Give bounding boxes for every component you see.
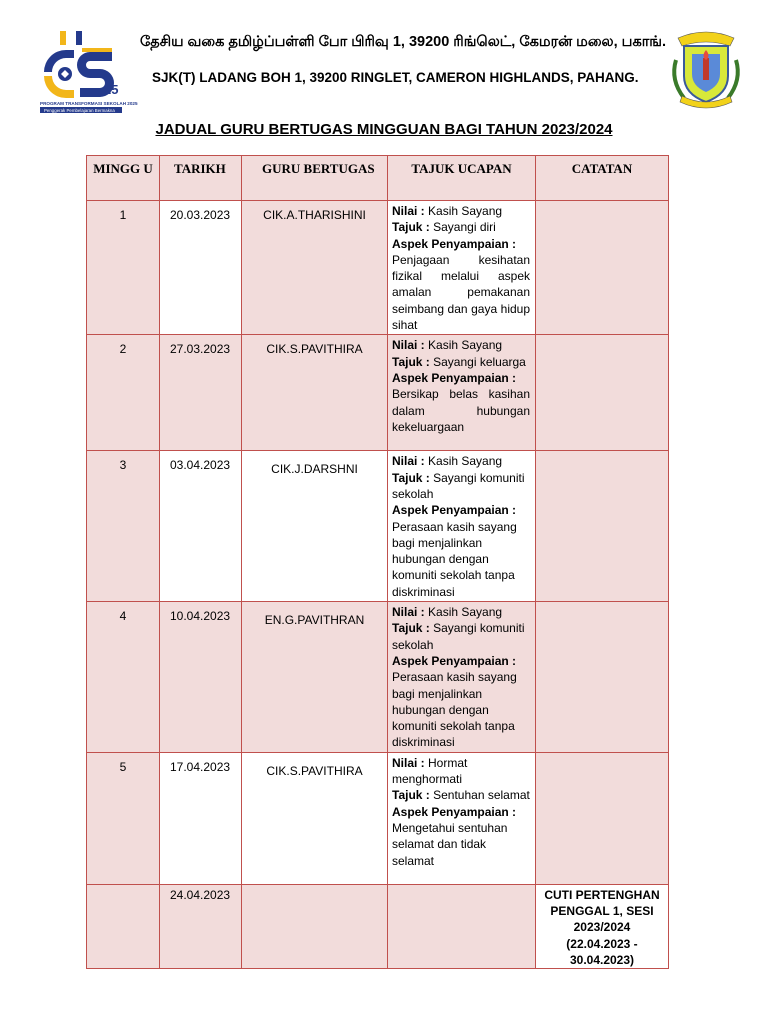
table-row (87, 201, 669, 335)
catatan-cell (536, 335, 669, 451)
tarikh-cell: 20.03.2023 (160, 201, 242, 335)
table-row (87, 884, 669, 968)
tarikh-cell: 27.03.2023 (160, 335, 242, 451)
tajuk-label: Tajuk : (392, 470, 430, 485)
tajuk-cell (388, 201, 536, 335)
guru-cell: EN.G.PAVITHRAN (242, 602, 388, 753)
nilai-value: Kasih Sayang (428, 204, 503, 218)
logo-caption: PROGRAM TRANSFORMASI SEKOLAH 2025 (40, 101, 138, 106)
nilai-value: Kasih Sayang (428, 338, 503, 353)
aspek-label: Aspek Penyampaian : (392, 804, 517, 819)
duty-roster-table (86, 155, 669, 969)
col-header-catatan: CATATAN (536, 156, 669, 201)
tajuk-cell (388, 884, 536, 968)
table-row (87, 752, 669, 884)
guru-cell: CIK.A.THARISHINI (242, 201, 388, 335)
aspek-label: Aspek Penyampaian : (392, 370, 517, 385)
aspek-value: Mengetahui sentuhan selamat dan tidak selamat (392, 820, 508, 868)
tajuk-label: Tajuk : (392, 621, 430, 636)
nilai-label: Nilai : (392, 454, 425, 469)
catatan-cell (536, 451, 669, 602)
guru-cell: CIK.J.DARSHNI (242, 451, 388, 602)
table-header-row (87, 156, 669, 201)
school-crest-icon (668, 30, 744, 112)
tajuk-value: Sayangi keluarga (433, 354, 526, 369)
aspek-value: Penjagaan kesihatan fizikal melalui aspek amalan pemakanan seimbang dan gaya hidup sihat (392, 252, 530, 333)
logo-subcaption: Penggerak Pembelajaran Bermakna (44, 108, 115, 113)
aspek-value: Perasaan kasih sayang bagi menjalinkan hubungan dengan komuniti sekolah tanpa diskriminasi (392, 519, 517, 599)
tarikh-cell: 17.04.2023 (160, 752, 242, 884)
tajuk-label: Tajuk : (392, 788, 430, 803)
tajuk-cell (388, 451, 536, 602)
tajuk-value: Sayangi diri (433, 220, 496, 235)
tajuk-cell (388, 335, 536, 451)
tajuk-value: Sayangi komuniti sekolah (392, 621, 525, 652)
document-title: JADUAL GURU BERTUGAS MINGGUAN BAGI TAHUN 2023/2024 (155, 121, 613, 138)
aspek-label: Aspek Penyampaian : (392, 236, 517, 251)
aspek-label: Aspek Penyampaian : (392, 653, 517, 668)
tajuk-label: Tajuk : (392, 354, 430, 369)
catatan-cell: CUTI PERTENGHAN PENGGAL 1, SESI 2023/2024 (22.04.2023 - 30.04.2023) (536, 884, 669, 968)
aspek-value: Bersikap belas kasihan dalam hubungan kekeluargaan (392, 387, 530, 434)
nilai-label: Nilai : (392, 338, 425, 353)
logo-number: 25 (104, 82, 119, 97)
guru-cell: CIK.S.PAVITHIRA (242, 335, 388, 451)
table-row (87, 335, 669, 451)
nilai-label: Nilai : (392, 755, 425, 770)
minggu-cell (87, 884, 160, 968)
minggu-cell: 3 (87, 451, 160, 602)
col-header-tarikh: TARIKH (160, 156, 242, 201)
school-address: SJK(T) LADANG BOH 1, 39200 RINGLET, CAMERON HIGHLANDS, PAHANG. (152, 70, 639, 85)
tajuk-label: Tajuk : (392, 220, 430, 235)
nilai-label: Nilai : (392, 605, 425, 620)
tajuk-cell (388, 602, 536, 753)
nilai-value: Hormat menghormati (392, 755, 468, 787)
tarikh-cell: 24.04.2023 (160, 884, 242, 968)
table-row (87, 602, 669, 753)
nilai-value: Kasih Sayang (428, 605, 503, 620)
catatan-cell (536, 752, 669, 884)
catatan-cell (536, 201, 669, 335)
tajuk-value: Sentuhan selamat (433, 788, 530, 803)
minggu-cell: 1 (87, 201, 160, 335)
catatan-cell (536, 602, 669, 753)
sekolah-transformasi-logo-icon (38, 28, 138, 114)
school-name-tamil: தேசிய வகை தமிழ்ப்பள்ளி போ பிரிவு 1, 39200 ரிங்லெட், கேமரன் மலை, பகாங். (140, 34, 667, 50)
tajuk-value: Sayangi komuniti sekolah (392, 470, 525, 501)
nilai-label: Nilai : (392, 204, 425, 218)
tajuk-cell (388, 752, 536, 884)
guru-cell: CIK.S.PAVITHIRA (242, 752, 388, 884)
aspek-value: Perasaan kasih sayang bagi menjalinkan hubungan dengan komuniti sekolah tanpa diskriminasi (392, 670, 517, 750)
col-header-minggu: MINGG U (87, 156, 160, 201)
col-header-tajuk: TAJUK UCAPAN (388, 156, 536, 201)
minggu-cell: 2 (87, 335, 160, 451)
nilai-value: Kasih Sayang (428, 454, 503, 469)
tarikh-cell: 03.04.2023 (160, 451, 242, 602)
minggu-cell: 4 (87, 602, 160, 753)
guru-cell (242, 884, 388, 968)
minggu-cell: 5 (87, 752, 160, 884)
tarikh-cell: 10.04.2023 (160, 602, 242, 753)
col-header-guru: GURU BERTUGAS (242, 156, 388, 201)
table-row (87, 451, 669, 602)
aspek-label: Aspek Penyampaian : (392, 503, 517, 518)
